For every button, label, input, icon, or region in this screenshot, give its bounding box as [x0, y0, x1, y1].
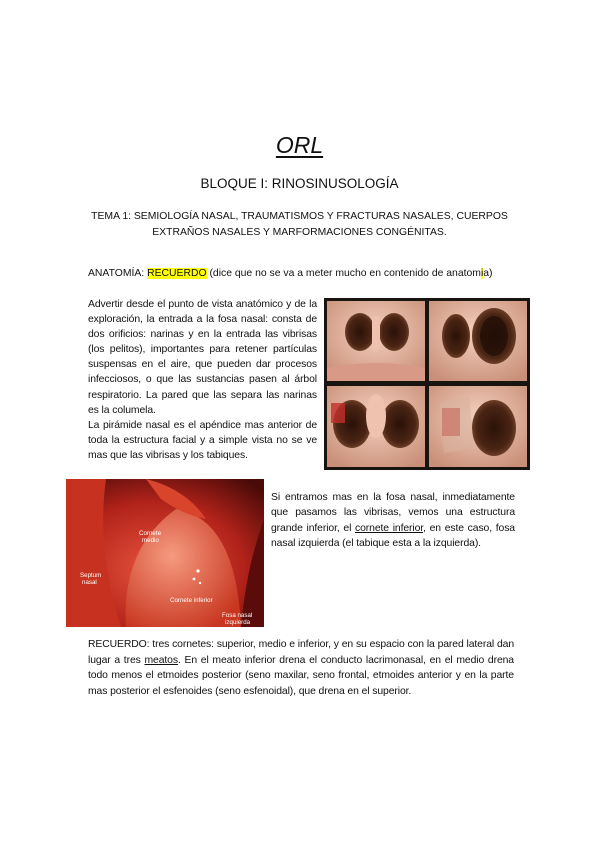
block-heading: BLOQUE I: RINOSINUSOLOGÍA — [200, 176, 399, 191]
anatomy-label: ANATOMÍA: — [88, 268, 148, 279]
recuerdo-highlight: RECUERDO — [147, 268, 207, 279]
label-septum-1: Septum — [80, 572, 102, 579]
endoscopy-photo — [66, 479, 264, 627]
anatomy-heading — [88, 268, 493, 279]
topic-heading-line-1: TEMA 1: SEMIOLOGÍA NASAL, TRAUMATISMOS Y FRACTURAS NASALES, CUERPOS — [91, 211, 508, 222]
recuerdo-text-end: . En el meato inferior drena el conducto lacrimonasal, en el medio drena todo menos el etmoides posterior (seno maxilar, seno frontal, etmoides anterior y en la parte mas posterior el esfenoides (seno esfenoidal), que drena en el superior. — [88, 654, 514, 697]
label-cornete-medio-2: medio — [142, 537, 159, 544]
meatos-term: meatos — [144, 654, 178, 666]
nostril-photo-2 — [429, 301, 527, 381]
recuerdo-paragraph — [88, 637, 514, 699]
label-fosa-nasal-2: izquierda — [225, 619, 251, 626]
turbinate-text-end: , en este caso, fosa nasal izquierda (el tabique esta a la izquierda). — [271, 522, 515, 550]
cornete-inferior-term: cornete inferior — [355, 522, 424, 534]
recuerdo-text-start: RECUERDO: tres cornetes: superior, medio e inferior, y en su espacio con la pared lateral dan lugar a tres — [88, 639, 514, 666]
label-fosa-nasal-1: Fosa nasal — [222, 612, 253, 619]
nostril-photo-1 — [327, 301, 425, 381]
label-cornete-medio-1: Cornete — [139, 530, 162, 537]
intro-paragraph — [88, 297, 317, 463]
anatomy-note: (dice que no se va a meter mucho en contenido de anatom — [206, 268, 481, 279]
intro-paragraph-1: Advertir desde el punto de vista anatómico y de la exploración, la entrada a la fosa nasal: consta de dos orificios: narinas y en la entrada las vibrisas (los pelitos), importantes para retener partículas suspensas en el aire, que pueden dar procesos infecciosos, o que las sustancias pasen al árbol respiratorio. La pared que las separa las narinas es la columela. — [88, 299, 317, 416]
document-title: ORL — [275, 132, 324, 158]
nostril-photo-grid — [324, 298, 530, 470]
topic-heading — [88, 209, 511, 241]
anatomy-note-highlight: i — [480, 268, 484, 279]
label-septum-2: nasal — [82, 579, 97, 586]
turbinate-paragraph — [271, 490, 515, 552]
intro-paragraph-2: La pirámide nasal es el apéndice mas anterior de toda la estructura facial y a simple vista no se ve mas que las vibrisas y los tabiques. — [88, 419, 317, 461]
turbinate-text-start: Si entramos mas en la fosa nasal, inmediatamente que pasamos las vibrisas, vemos una estructura grande inferior, el — [271, 492, 515, 534]
label-cornete-inferior: Cornete inferior — [170, 597, 213, 604]
anatomy-note-end: a) — [483, 268, 493, 279]
topic-heading-line-2: EXTRAÑOS NASALES Y MARFORMACIONES CONGÉNITAS. — [152, 227, 447, 238]
nostril-photo-4 — [429, 386, 527, 467]
nostril-photo-3 — [327, 386, 425, 467]
